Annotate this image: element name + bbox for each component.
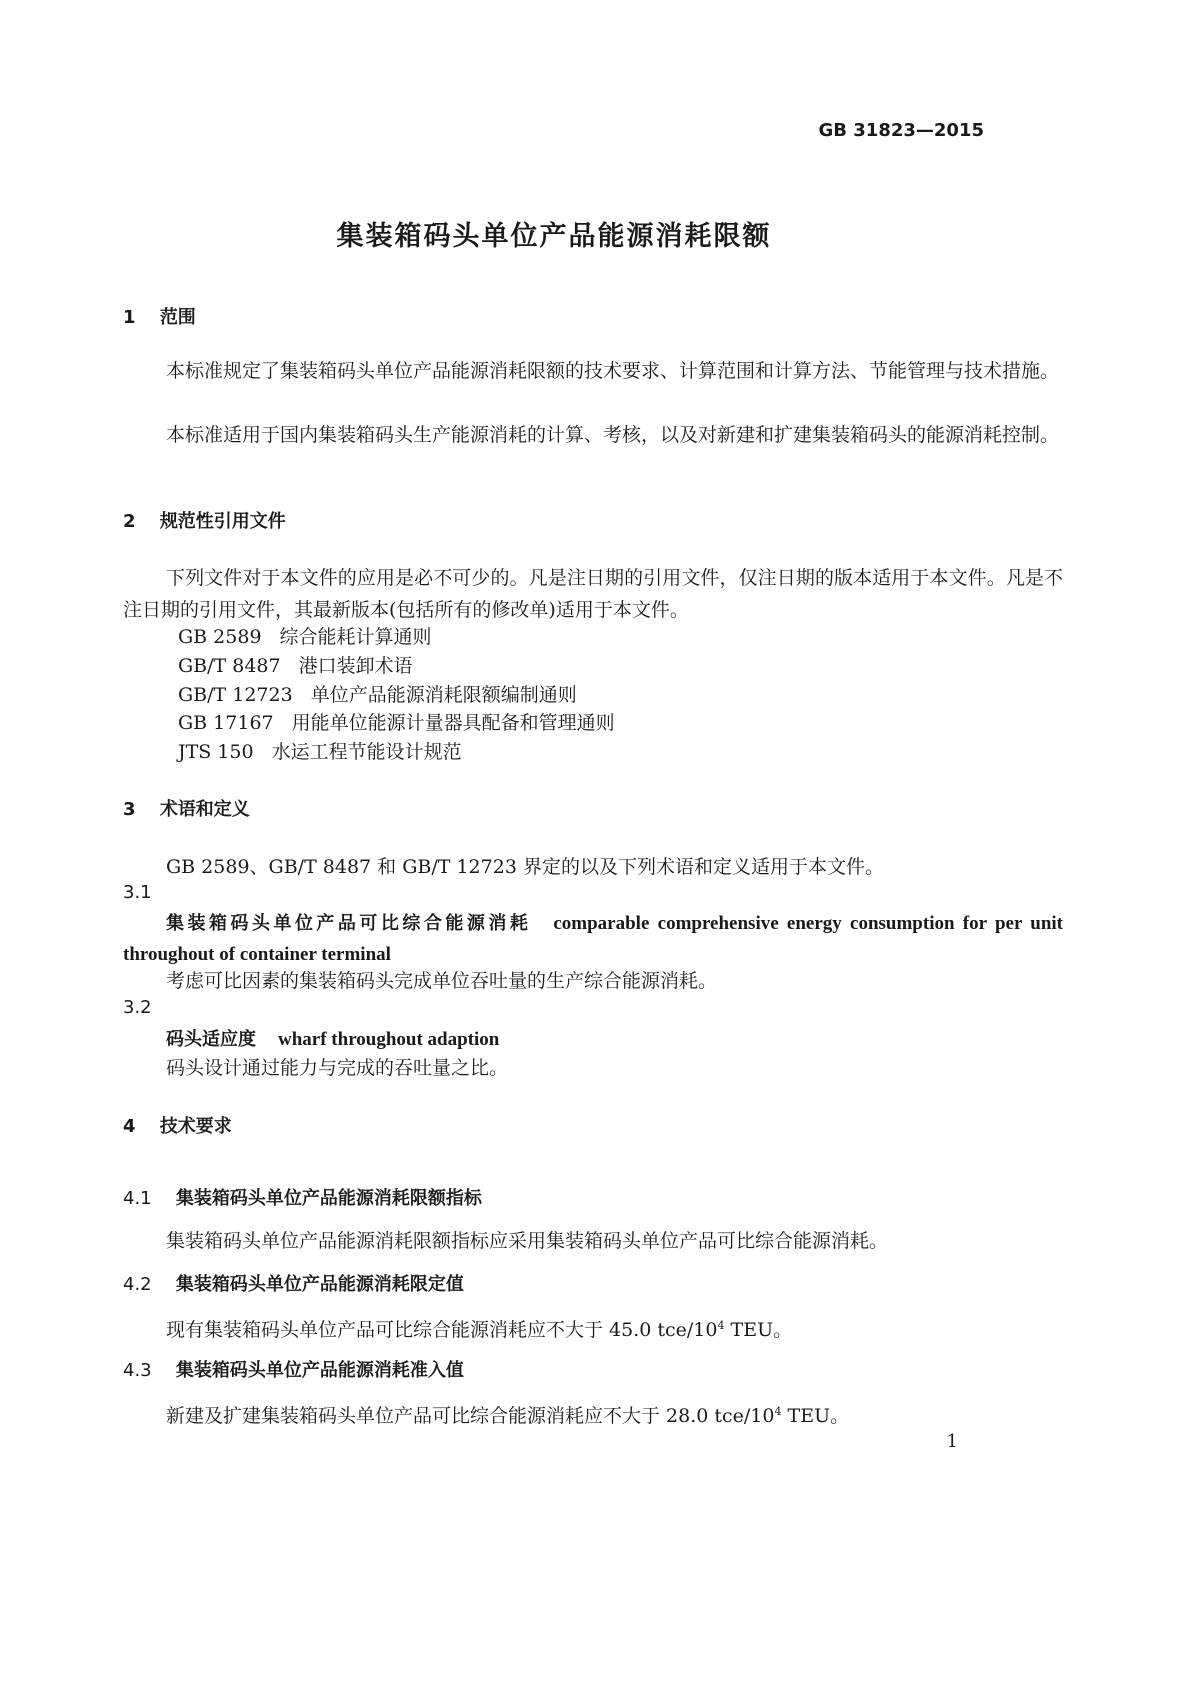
reference-title: 港口装卸术语 — [298, 655, 413, 677]
section-3-intro: GB 2589、GB/T 8487 和 GB/T 12723 界定的以及下列术语和定义适用于本文件。 — [166, 856, 884, 878]
term-3-1-definition: 考虑可比因素的集装箱码头完成单位吞吐量的生产综合能源消耗。 — [166, 970, 718, 992]
section-title: 规范性引用文件 — [159, 511, 286, 532]
reference-title: 水运工程节能设计规范 — [271, 741, 462, 763]
reference-code: GB/T 8487 — [178, 655, 281, 677]
subsection-title: 集装箱码头单位产品能源消耗准入值 — [175, 1360, 464, 1381]
term-number: 3.2 — [123, 997, 152, 1018]
subsection-4-3-text — [166, 1401, 849, 1428]
subsection-number: 4.3 — [123, 1360, 152, 1381]
subsection-4-1-text: 集装箱码头单位产品能源消耗限额指标应采用集装箱码头单位产品可比综合能源消耗。 — [166, 1230, 889, 1252]
section-title: 技术要求 — [159, 1116, 232, 1137]
section-number: 1 — [123, 307, 136, 328]
reference-item — [178, 651, 413, 678]
section-1-heading — [123, 303, 196, 329]
reference-title: 用能单位能源计量器具配备和管理通则 — [291, 712, 615, 734]
reference-code: JTS 150 — [178, 741, 254, 763]
subsection-number: 4.2 — [123, 1274, 152, 1295]
term-english: comparable comprehensive energy consumption for per unit throughout of container terminal — [123, 913, 1064, 965]
section-1-paragraph-1: 本标准规定了集装箱码头单位产品能源消耗限额的技术要求、计算范围和计算方法、节能管理与技术措施。 — [166, 360, 1060, 382]
term-chinese: 码头适应度 — [166, 1029, 256, 1050]
access-unit: TEU。 — [781, 1405, 850, 1427]
section-title: 术语和定义 — [159, 799, 250, 820]
subsection-4-2-heading — [123, 1270, 464, 1296]
reference-code: GB/T 12723 — [178, 684, 293, 706]
subsection-4-3-heading — [123, 1356, 464, 1382]
section-2-heading — [123, 507, 286, 533]
section-number: 4 — [123, 1116, 136, 1137]
reference-code: GB 2589 — [178, 626, 262, 648]
subsection-4-2-text — [166, 1315, 792, 1342]
term-number: 3.1 — [123, 882, 152, 903]
reference-code: GB 17167 — [178, 712, 274, 734]
reference-item — [178, 737, 462, 764]
reference-item — [178, 680, 577, 707]
reference-item — [178, 708, 615, 735]
section-title: 范围 — [159, 307, 196, 328]
section-4-heading — [123, 1112, 232, 1138]
access-text: 新建及扩建集装箱码头单位产品可比综合能源消耗应不大于 28.0 tce/10 — [166, 1405, 775, 1427]
section-number: 3 — [123, 799, 136, 820]
reference-title: 综合能耗计算通则 — [279, 626, 432, 648]
subsection-4-1-heading — [123, 1184, 482, 1210]
subsection-title: 集装箱码头单位产品能源消耗限额指标 — [175, 1188, 482, 1209]
section-2-intro: 下列文件对于本文件的应用是必不可少的。凡是注日期的引用文件，仅注日期的版本适用于本文件。凡是不注日期的引用文件，其最新版本(包括所有的修改单)适用于本文件。 — [123, 567, 1063, 621]
reference-item — [178, 622, 432, 649]
term-english: wharf throughout adaption — [278, 1029, 500, 1050]
term-3-2-heading — [166, 1025, 499, 1051]
exponent: 4 — [774, 1405, 782, 1418]
term-chinese: 集装箱码头单位产品可比综合能源消耗 — [166, 913, 532, 934]
standard-code: GB 31823—2015 — [818, 120, 984, 141]
term-3-2-definition: 码头设计通过能力与完成的吞吐量之比。 — [166, 1057, 509, 1079]
term-3-1-heading — [123, 908, 1063, 970]
subsection-title: 集装箱码头单位产品能源消耗限定值 — [175, 1274, 464, 1295]
page-number: 1 — [946, 1431, 958, 1452]
section-3-heading — [123, 795, 250, 821]
limit-text: 现有集装箱码头单位产品可比综合能源消耗应不大于 45.0 tce/10 — [166, 1319, 718, 1341]
limit-unit: TEU。 — [724, 1319, 793, 1341]
subsection-number: 4.1 — [123, 1188, 152, 1209]
exponent: 4 — [717, 1319, 725, 1332]
reference-title: 单位产品能源消耗限额编制通则 — [310, 684, 577, 706]
document-title: 集装箱码头单位产品能源消耗限额 — [336, 221, 772, 252]
section-number: 2 — [123, 511, 136, 532]
section-1-paragraph-2: 本标准适用于国内集装箱码头生产能源消耗的计算、考核，以及对新建和扩建集装箱码头的能源消耗控制。 — [166, 424, 1060, 446]
